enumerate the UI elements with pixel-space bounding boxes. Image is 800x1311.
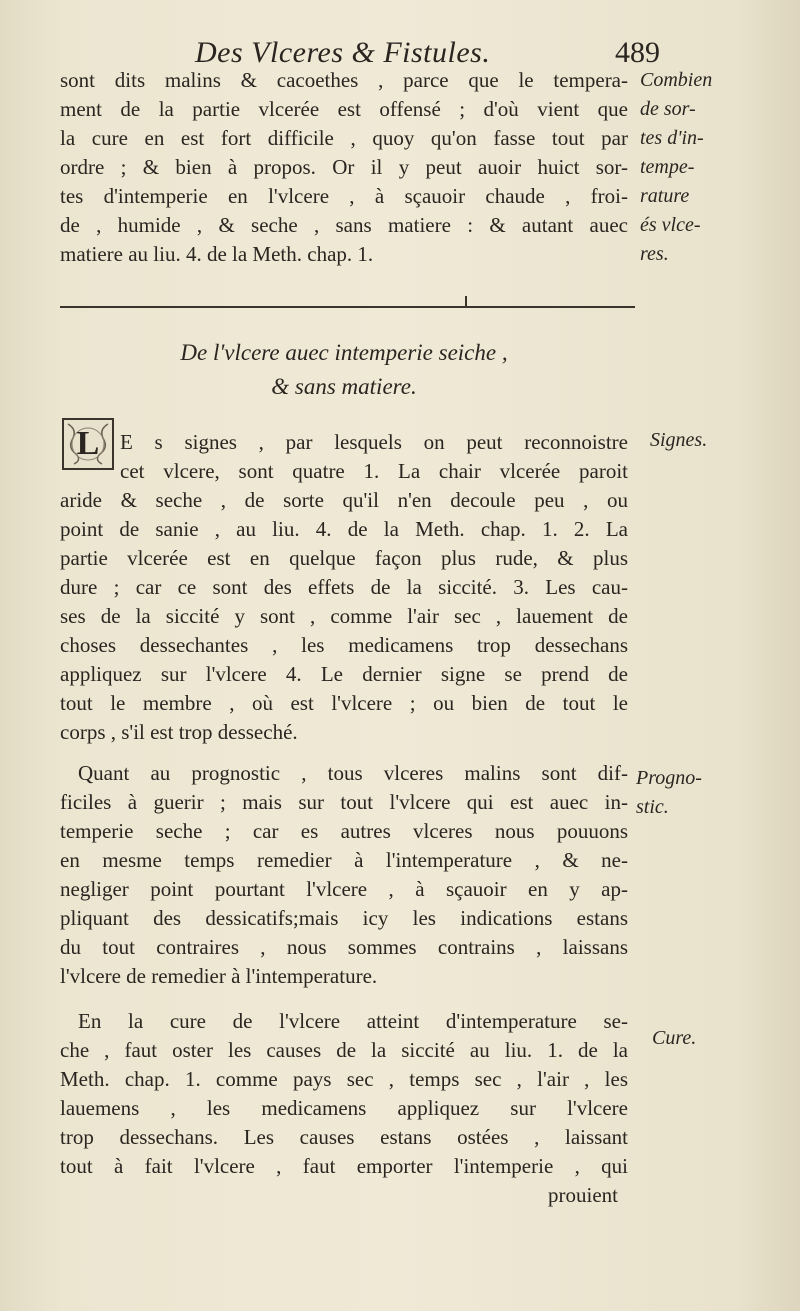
margin-note-line: de sor- <box>640 98 696 120</box>
text-line: lauemens , les medicamens appliquez sur l'vlcere <box>60 1096 628 1120</box>
text-line: Quant au prognostic , tous vlceres malins sont dif- <box>78 761 628 785</box>
text-line: che , faut oster les causes de la siccité au liu. 1. de la <box>60 1038 628 1062</box>
margin-note-signs <box>650 426 800 455</box>
paragraph-cure <box>60 1007 628 1210</box>
text-line: ficiles à guerir ; mais sur tout l'vlcere qui est auec in- <box>60 790 628 814</box>
text-line: l'vlcere de remedier à l'intemperature. <box>60 964 378 988</box>
text-line: ment de la partie vlcerée est offensé ; d'où vient que <box>60 97 628 121</box>
text-line: tout le membre , où est l'vlcere ; ou bien de tout le <box>60 691 628 715</box>
text-line: point de sanie , au liu. 4. de la Meth. chap. 1. 2. La <box>60 517 628 541</box>
margin-note-line: Progno- <box>636 767 702 789</box>
margin-note-kinds <box>640 66 790 269</box>
text-line: choses dessechantes , les medicamens trop dessechans <box>60 633 628 657</box>
margin-note-line: tes d'in- <box>640 127 704 149</box>
page-number: 489 <box>615 36 660 69</box>
text-line: corps , s'il est trop desseché. <box>60 720 298 744</box>
text-line: pliquant des dessicatifs;mais icy les indications estans <box>60 906 628 930</box>
margin-note-line: Signes. <box>650 429 708 451</box>
paragraph-signs <box>60 428 628 747</box>
margin-note-line: Cure. <box>652 1027 697 1049</box>
section-divider-tick <box>465 296 467 308</box>
text-line: en mesme temps remedier à l'intemperature , & ne- <box>60 848 628 872</box>
margin-note-line: tempe- <box>640 156 695 178</box>
text-line: En la cure de l'vlcere atteint d'intemperature se- <box>78 1009 628 1033</box>
running-title: Des Vlceres & Fistules. <box>195 36 491 69</box>
text-line: sont dits malins & cacoethes , parce que le tempera- <box>60 68 628 92</box>
text-line: ses de la siccité y sont , comme l'air sec , lauement de <box>60 604 628 628</box>
section-title <box>60 336 628 404</box>
text-line: matiere au liu. 4. de la Meth. chap. 1. <box>60 242 374 266</box>
text-line: dure ; car ce sont des effets de la siccité. 3. Les cau- <box>60 575 628 599</box>
margin-note-line: és vlce- <box>640 214 701 236</box>
text-line: trop dessechans. Les causes estans ostées , laissant <box>60 1125 628 1149</box>
text-line: la cure en est fort difficile , quoy qu'on fasse tout par <box>60 126 628 150</box>
section-divider <box>60 306 635 308</box>
dropcap-letter: L <box>76 425 100 462</box>
text-line: tout à fait l'vlcere , faut emporter l'intemperie , qui <box>60 1154 628 1178</box>
text-line: du tout contraires , nous sommes contrains , laissans <box>60 935 628 959</box>
text-line: temperie seche ; car es autres vlceres nous pouuons <box>60 819 628 843</box>
section-title-line: De l'vlcere auec intemperie seiche , <box>180 340 508 365</box>
text-line: ordre ; & bien à propos. Or il y peut auoir huict sor- <box>60 155 628 179</box>
text-line: cet vlcere, sont quatre 1. La chair vlcerée paroit <box>120 459 628 483</box>
margin-note-line: stic. <box>636 796 669 818</box>
margin-note-cure <box>652 1024 800 1053</box>
text-line: tes d'intemperie en l'vlcere , à sçauoir chaude , froi- <box>60 184 628 208</box>
text-line: negliger point pourtant l'vlcere , à sçauoir en y ap- <box>60 877 628 901</box>
text-line: appliquez sur l'vlcere 4. Le dernier signe se prend de <box>60 662 628 686</box>
margin-note-line: rature <box>640 185 690 207</box>
text-line: de , humide , & seche , sans matiere : & autant auec <box>60 213 628 237</box>
text-line: aride & seche , de sorte qu'il n'en decoule peu , ou <box>60 488 628 512</box>
text-line: partie vlcerée est en quelque façon plus rude, & plus <box>60 546 628 570</box>
intro-paragraph <box>60 66 628 269</box>
text-line: Meth. chap. 1. comme pays sec , temps sec , l'air , les <box>60 1067 628 1091</box>
text-line: E s signes , par lesquels on peut reconnoistre <box>120 430 628 454</box>
catchword: prouient <box>548 1183 618 1207</box>
paragraph-prognostic <box>60 759 628 991</box>
margin-note-prognostic <box>636 764 786 822</box>
section-title-line: & sans matiere. <box>271 374 417 399</box>
margin-note-line: res. <box>640 243 669 265</box>
margin-note-line: Combien <box>640 69 713 91</box>
